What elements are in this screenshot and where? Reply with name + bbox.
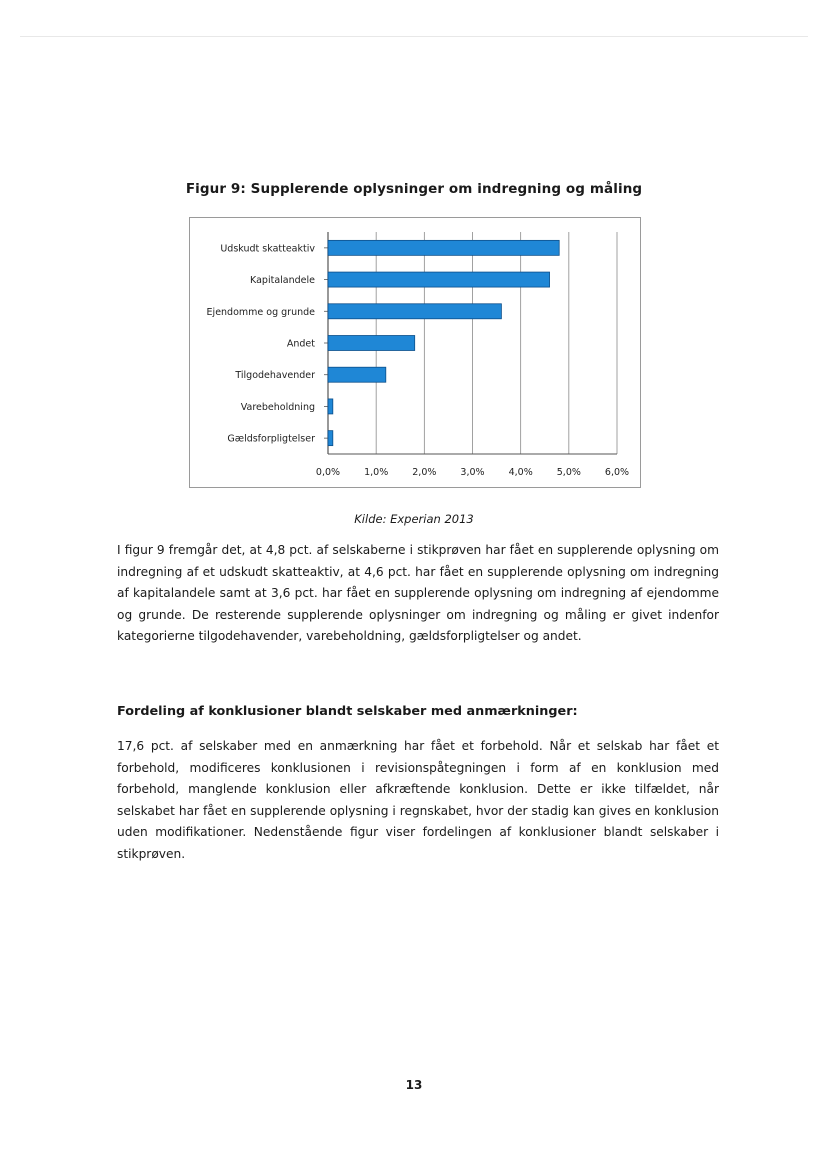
category-label: Varebeholdning [240, 401, 315, 413]
category-label: Ejendomme og grunde [206, 306, 315, 318]
bar [328, 272, 550, 287]
category-label: Udskudt skatteaktiv [220, 243, 315, 255]
bar [328, 431, 333, 446]
x-tick-label: 0,0% [315, 467, 341, 478]
category-label: Andet [286, 338, 315, 350]
figure-title: Figur 9: Supplerende oplysninger om indregning og måling [185, 181, 643, 197]
bar-chart-frame [189, 217, 641, 488]
category-label: Tilgodehavender [235, 370, 315, 382]
scan-border-line [20, 36, 808, 37]
bar [328, 399, 333, 414]
paragraph-conclusions: 17,6 pct. af selskaber med en anmærkning har fået et forbehold. Når et selskab har fået et forbehold, modificeres konklusionen i revisionspåtegningen i form af en konklusion med forbehold, manglende konklusion eller afkræftende konklusion. Dette er ikke tilfældet, når selskabet har fået en supplerende oplysning i regnskabet, hvor der stadig kan gives en konklusion uden modifikationer. Nedenstående figur viser fordelingen af konklusioner blandt selskaber i stikprøven. [117, 739, 719, 861]
bar [328, 304, 501, 319]
bar [328, 367, 386, 382]
category-label: Kapitalandele [250, 275, 315, 287]
figure-source: Kilde: Experian 2013 [354, 512, 474, 526]
bar-chart [190, 218, 642, 489]
category-label: Gældsforpligtelser [227, 433, 315, 445]
x-tick-label: 4,0% [508, 467, 533, 478]
x-tick-label: 3,0% [460, 467, 485, 478]
section-heading: Fordeling af konklusioner blandt selskaber med anmærkninger: [117, 704, 578, 719]
x-tick-label: 5,0% [556, 467, 581, 478]
bar [328, 336, 415, 351]
page-number: 13 [405, 1078, 423, 1092]
bar [328, 240, 559, 255]
x-tick-label: 1,0% [364, 467, 389, 478]
x-tick-label: 6,0% [604, 467, 630, 478]
paragraph-figure-description: I figur 9 fremgår det, at 4,8 pct. af selskaberne i stikprøven har fået en supplerende oplysning om indregning af et udskudt skatteaktiv, at 4,6 pct. har fået en supplerende oplysning om indregning af kapitalandele samt at 3,6 pct. har fået en supplerende oplysning om indregning af ejendomme og grunde. De resterende supplerende oplysninger om indregning og måling er givet indenfor kategorierne tilgodehavender, varebeholdning, gældsforpligtelser og andet. [117, 543, 719, 643]
x-tick-label: 2,0% [412, 467, 437, 478]
